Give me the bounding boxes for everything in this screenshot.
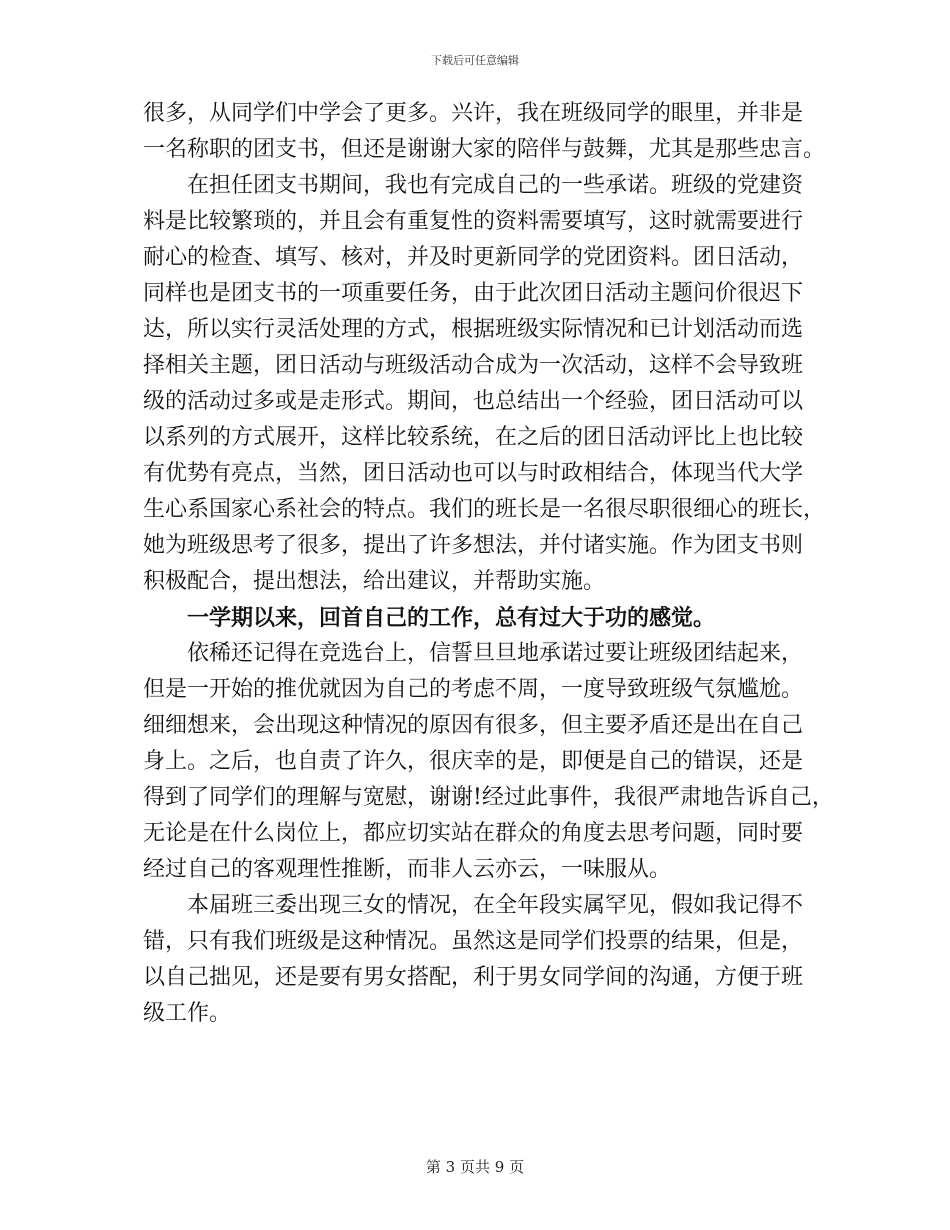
text-line: 级的活动过多或是走形式。期间，也总结出一个经验，团日活动可以 bbox=[143, 389, 804, 414]
section-heading: 一学期以来，回首自己的工作，总有过大于功的感觉。 bbox=[187, 605, 716, 631]
text-line: 有优势有亮点，当然，团日活动也可以与时政相结合，体现当代大学 bbox=[143, 461, 804, 486]
page-footer: 第 3 页共 9 页 bbox=[425, 1158, 525, 1176]
document-body bbox=[143, 96, 834, 1032]
text-line: 耐心的检查、填写、核对，并及时更新同学的党团资料。团日活动， bbox=[143, 245, 804, 270]
text-line: 她为班级思考了很多，提出了许多想法，并付诸实施。作为团支书则 bbox=[143, 533, 804, 558]
text-line: 很多，从同学们中学会了更多。兴许，我在班级同学的眼里，并非是 bbox=[143, 101, 804, 126]
text-line: 达，所以实行灵活处理的方式，根据班级实际情况和已计划活动而选 bbox=[143, 317, 804, 342]
text-line: 择相关主题，团日活动与班级活动合成为一次活动，这样不会导致班 bbox=[143, 353, 804, 378]
text-line: 本届班三委出现三女的情况，在全年段实属罕见，假如我记得不 bbox=[187, 893, 804, 918]
text-line: 同样也是团支书的一项重要任务，由于此次团日活动主题问价很迟下 bbox=[143, 281, 804, 306]
text-line: 但是一开始的推优就因为自己的考虑不周，一度导致班级气氛尴尬。 bbox=[143, 677, 804, 702]
text-line: 细细想来，会出现这种情况的原因有很多，但主要矛盾还是出在自己 bbox=[143, 713, 804, 738]
text-line: 经过自己的客观理性推断，而非人云亦云，一味服从。 bbox=[143, 857, 672, 882]
text-line: 依稀还记得在竞选台上，信誓旦旦地承诺过要让班级团结起来， bbox=[187, 641, 804, 666]
text-line: 在担任团支书期间，我也有完成自己的一些承诺。班级的党建资 bbox=[187, 173, 804, 198]
page-header: 下载后可任意编辑 bbox=[431, 54, 519, 67]
text-line: 级工作。 bbox=[143, 1001, 232, 1026]
text-line: 积极配合，提出想法，给出建议，并帮助实施。 bbox=[143, 569, 606, 594]
text-line: 以系列的方式展开，这样比较系统，在之后的团日活动评比上也比较 bbox=[143, 425, 804, 450]
text-line: 生心系国家心系社会的特点。我们的班长是一名很尽职很细心的班长， bbox=[143, 497, 826, 522]
text-line: 身上。之后，也自责了许久，很庆幸的是，即便是自己的错误，还是 bbox=[143, 749, 804, 774]
text-line: 无论是在什么岗位上，都应切实站在群众的角度去思考问题，同时要 bbox=[143, 821, 804, 846]
text-line: 错，只有我们班级是这种情况。虽然这是同学们投票的结果，但是， bbox=[143, 929, 804, 954]
text-line: 以自己拙见，还是要有男女搭配，利于男女同学间的沟通，方便于班 bbox=[143, 965, 804, 990]
text-line: 一名称职的团支书，但还是谢谢大家的陪伴与鼓舞，尤其是那些忠言。 bbox=[143, 137, 826, 162]
text-line: 得到了同学们的理解与宽慰，谢谢!经过此事件，我很严肃地告诉自己， bbox=[143, 785, 834, 810]
text-line: 料是比较繁琐的，并且会有重复性的资料需要填写，这时就需要进行 bbox=[143, 209, 804, 234]
